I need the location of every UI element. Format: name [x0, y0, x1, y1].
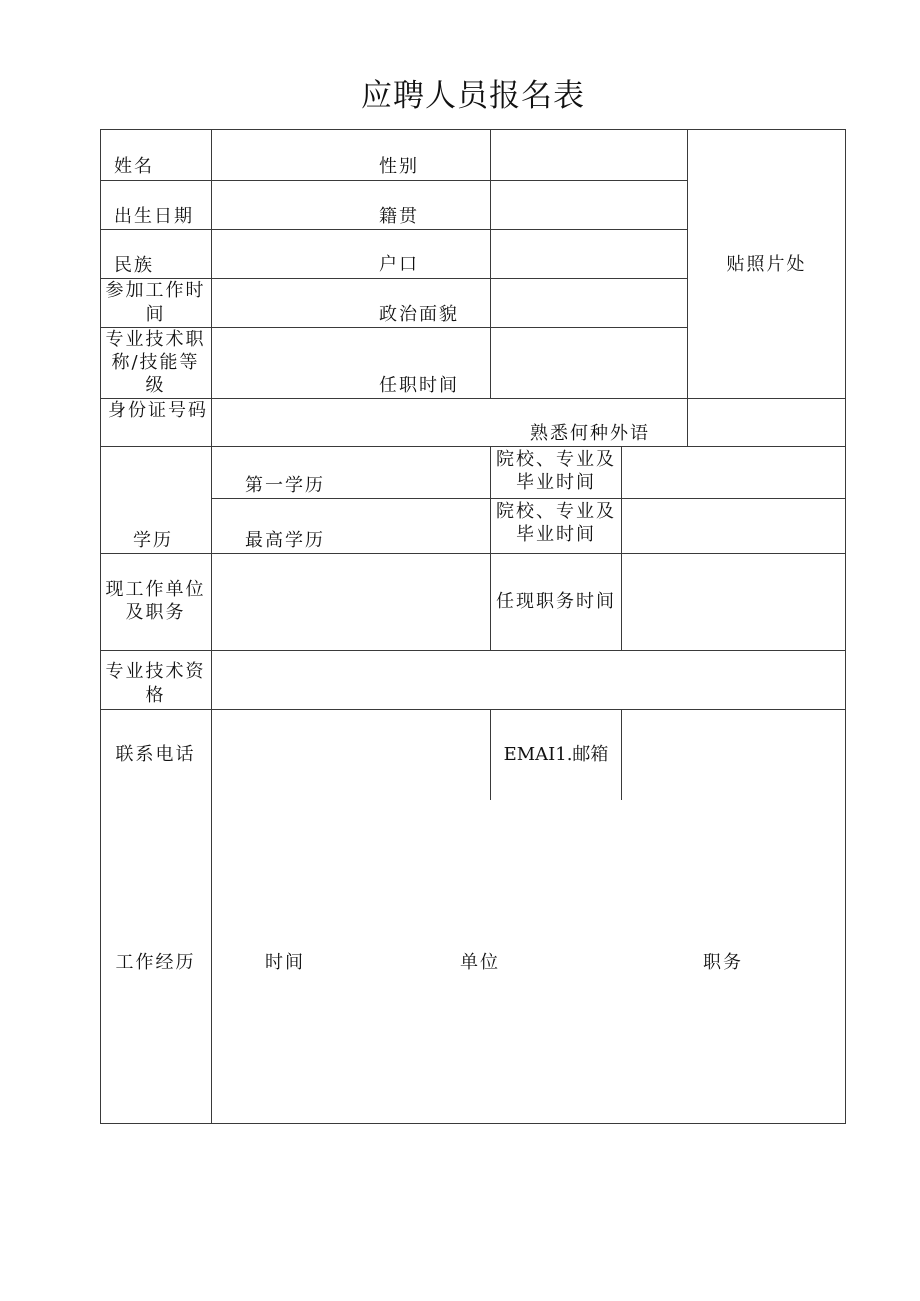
label-current-unit-line2: 及职务 — [125, 602, 186, 623]
label-household: 户口 — [379, 254, 419, 275]
row-divider — [100, 229, 688, 230]
column-divider — [490, 129, 491, 398]
label-native-place: 籍贯 — [379, 206, 419, 227]
column-divider — [621, 446, 622, 650]
label-foreign-language: 熟悉何种外语 — [530, 423, 650, 444]
label-email: EMAI1.邮箱 — [503, 744, 609, 765]
label-ethnicity: 民族 — [114, 255, 154, 276]
label-name: 姓名 — [114, 156, 154, 177]
work-history-header-position: 职务 — [703, 952, 743, 973]
label-appointment-time: 任职时间 — [379, 375, 459, 396]
label-work-start-line2: 间 — [145, 304, 166, 325]
row-divider — [211, 498, 846, 499]
label-work-start-line1: 参加工作时 — [105, 280, 206, 301]
work-history-header-time: 时间 — [265, 952, 305, 973]
photo-placeholder: 贴照片处 — [726, 254, 807, 275]
label-political-status: 政治面貌 — [379, 304, 459, 325]
row-divider — [100, 180, 688, 181]
label-phone: 联系电话 — [115, 744, 196, 765]
column-divider — [211, 129, 212, 1124]
label-education: 学历 — [133, 530, 173, 551]
column-divider — [621, 709, 622, 800]
label-first-degree: 第一学历 — [245, 475, 325, 496]
label-school-line1: 院校、专业及 — [496, 501, 616, 522]
label-qualification-line1: 专业技术资 — [105, 661, 206, 682]
table-border-right — [845, 129, 846, 1124]
label-current-post-time: 任现职务时间 — [496, 591, 616, 612]
label-birth-date: 出生日期 — [114, 206, 194, 227]
registration-form-table — [100, 129, 846, 1124]
label-qualification-line2: 格 — [145, 685, 166, 706]
column-divider — [687, 129, 688, 446]
form-title: 应聘人员报名表 — [361, 78, 585, 114]
label-title-line3: 级 — [145, 375, 166, 396]
label-school-line2: 毕业时间 — [516, 472, 596, 493]
label-current-unit-line1: 现工作单位 — [105, 579, 206, 600]
label-school-line2: 毕业时间 — [516, 524, 596, 545]
label-title-line2: 称/技能等 — [111, 352, 200, 373]
label-school-line1: 院校、专业及 — [496, 449, 616, 470]
label-gender: 性别 — [379, 156, 419, 177]
label-work-history: 工作经历 — [115, 952, 196, 973]
work-history-header-unit: 单位 — [460, 952, 500, 973]
label-highest-degree: 最高学历 — [245, 530, 325, 551]
label-title-line1: 专业技术职 — [105, 329, 206, 350]
label-id-number: 身份证号码 — [108, 400, 208, 421]
